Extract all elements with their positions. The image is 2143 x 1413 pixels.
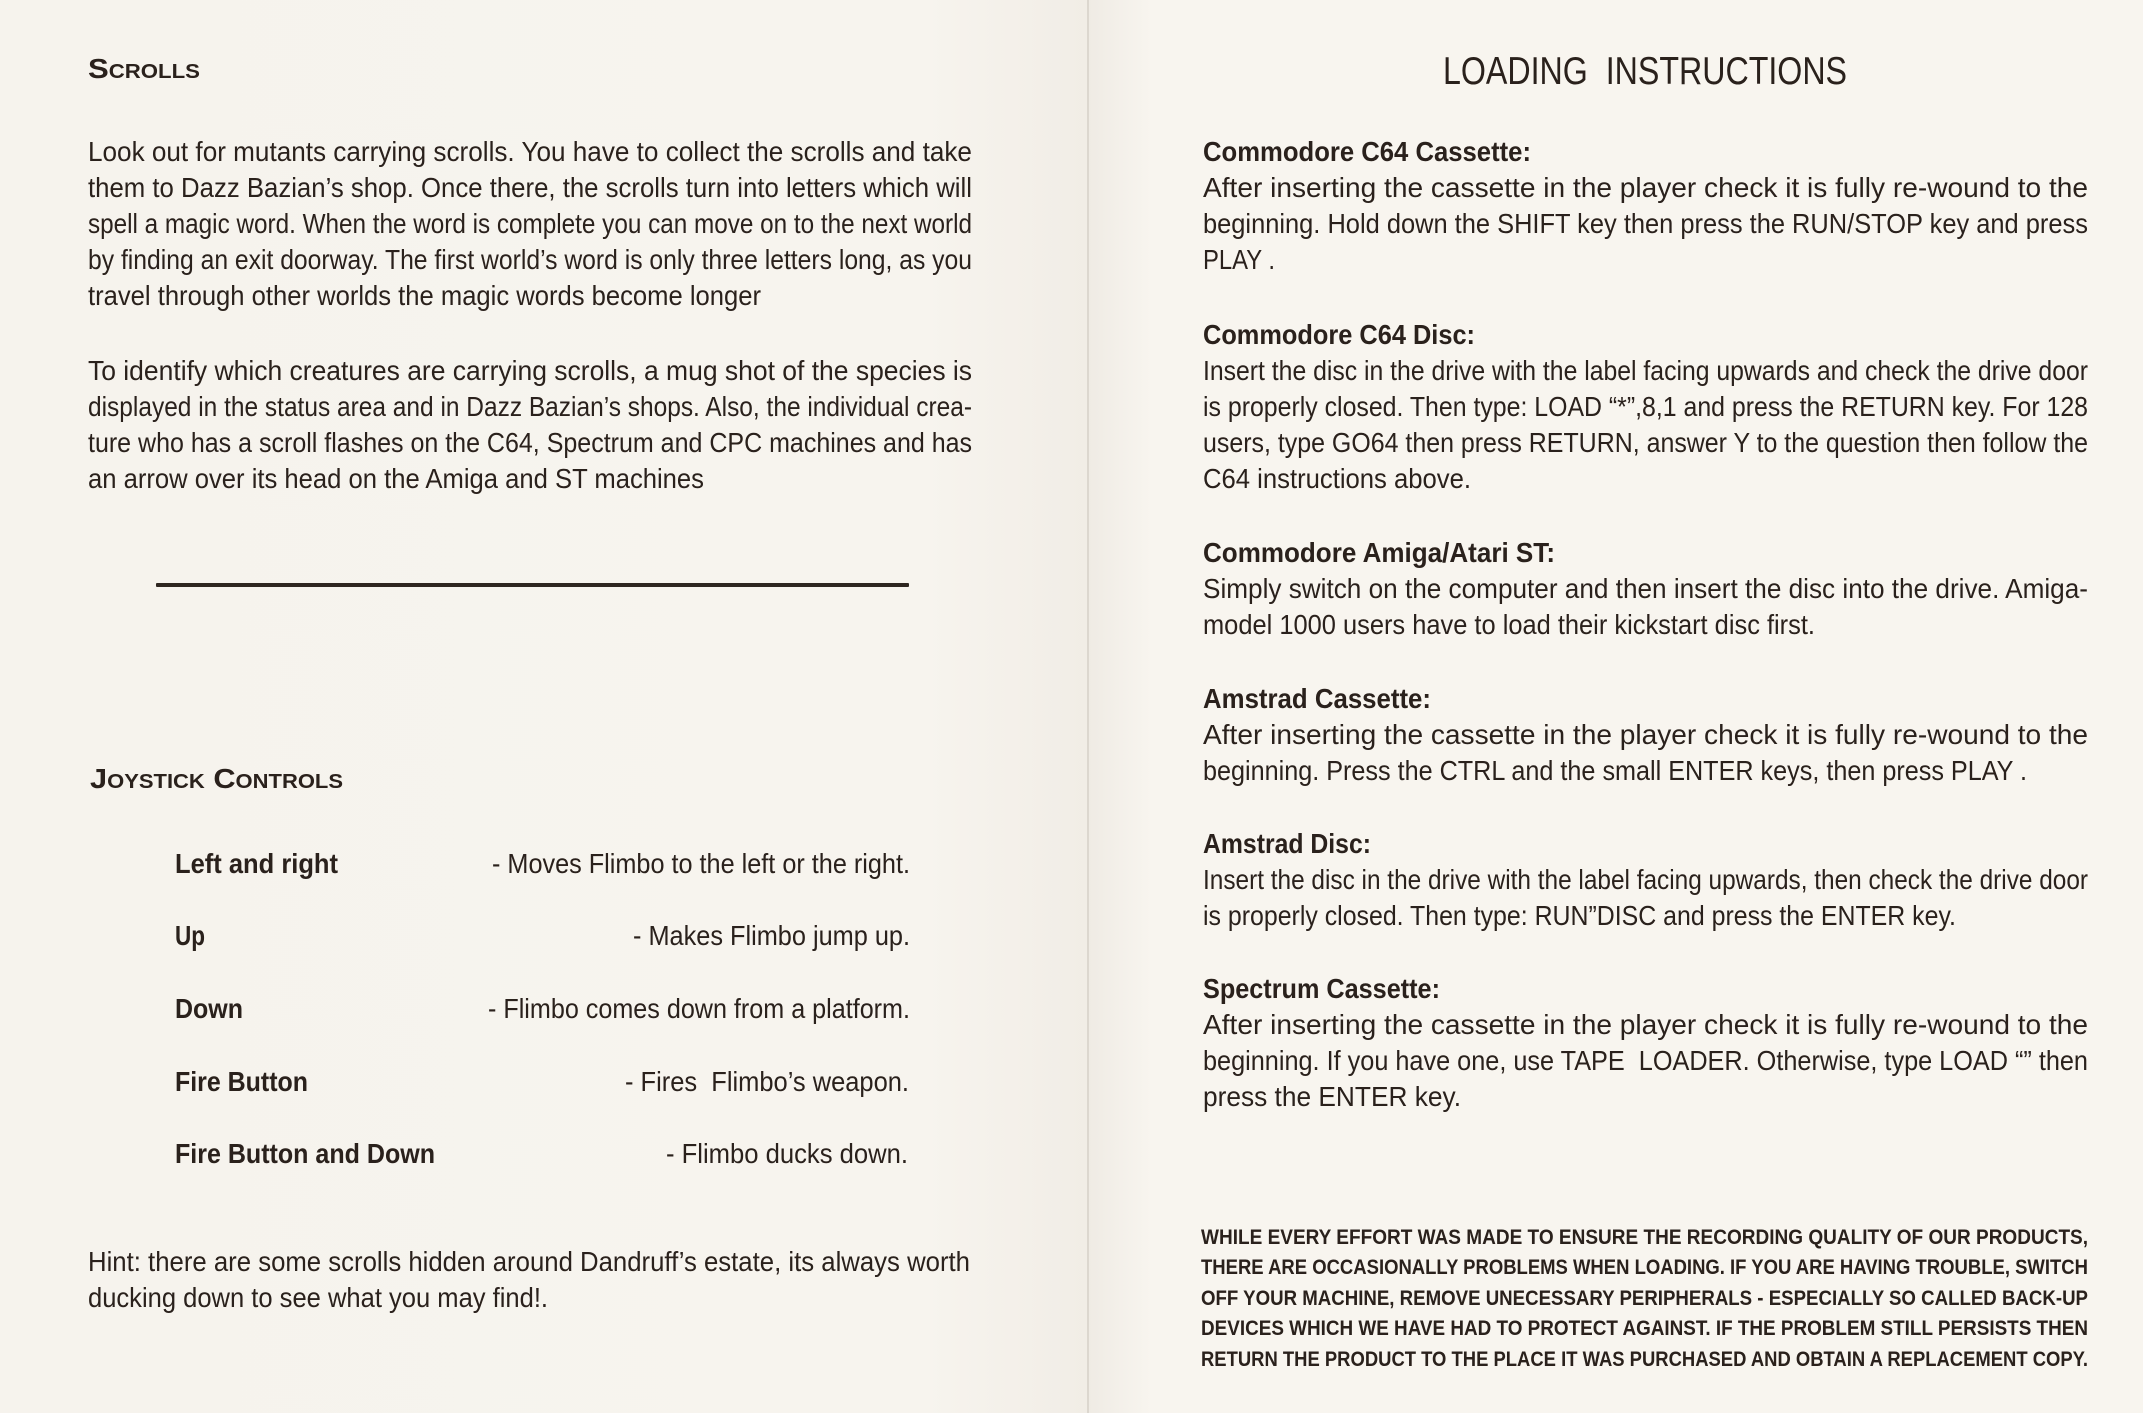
control-input-label: Down <box>175 993 244 1024</box>
disclaimer-line: DEVICES WHICH WE HAVE HAD TO PROTECT AGAINST. IF THE PROBLEM STILL PERSISTS THEN <box>1201 1317 2088 1340</box>
joystick-controls-heading: Joystick Controls <box>90 763 343 794</box>
scrolls-para1-line: by finding an exit doorway. The first world’s word is only three letters long, as you <box>88 244 973 275</box>
book-spine <box>1087 0 1089 1413</box>
section-heading-c64-disc: Commodore C64 Disc: <box>1203 319 1476 350</box>
section-line: Insert the disc in the drive with the label facing upwards and check the drive door <box>1203 355 2088 386</box>
section-line: After inserting the cassette in the player check it is fully re-wound to the <box>1203 172 2088 203</box>
section-line: beginning. Press the CTRL and the small ENTER keys, then press PLAY . <box>1203 755 2027 786</box>
section-heading-c64-cassette: Commodore C64 Cassette: <box>1203 136 1531 167</box>
disclaimer-line: WHILE EVERY EFFORT WAS MADE TO ENSURE THE RECORDING QUALITY OF OUR PRODUCTS, <box>1201 1226 2089 1249</box>
hint-line: Hint: there are some scrolls hidden around Dandruff’s estate, its always worth <box>88 1246 970 1277</box>
section-heading-amiga-atari: Commodore Amiga/Atari ST: <box>1203 537 1555 568</box>
disclaimer-line: THERE ARE OCCASIONALLY PROBLEMS WHEN LOADING. IF YOU ARE HAVING TROUBLE, SWITCH <box>1201 1256 2088 1279</box>
scrolls-para1-line: travel through other worlds the magic words become longer <box>88 280 761 311</box>
section-line: Simply switch on the computer and then insert the disc into the drive. Amiga- <box>1203 573 2088 604</box>
control-input-label: Up <box>175 920 206 951</box>
control-action-text: - Flimbo ducks down. <box>666 1138 909 1169</box>
section-line: beginning. If you have one, use TAPE LOADER. Otherwise, type LOAD “” then <box>1203 1045 2088 1076</box>
scrolls-para1-line: Look out for mutants carrying scrolls. You have to collect the scrolls and take <box>88 136 972 167</box>
section-heading-amstrad-disc: Amstrad Disc: <box>1203 828 1371 859</box>
control-input-label: Fire Button <box>175 1066 308 1097</box>
section-line: After inserting the cassette in the player check it is fully re-wound to the <box>1203 719 2088 750</box>
section-line: PLAY . <box>1203 244 1276 275</box>
scrolls-para1-line: them to Dazz Bazian’s shop. Once there, the scrolls turn into letters which will <box>88 172 972 203</box>
section-line: Insert the disc in the drive with the label facing upwards, then check the drive door <box>1203 864 2089 895</box>
scrolls-para2-line: an arrow over its head on the Amiga and ST machines <box>88 463 704 494</box>
control-action-text: - Moves Flimbo to the left or the right. <box>492 848 910 879</box>
hint-line: ducking down to see what you may find!. <box>88 1282 549 1313</box>
disclaimer-line: OFF YOUR MACHINE, REMOVE UNECESSARY PERIPHERALS - ESPECIALLY SO CALLED BACK-UP <box>1201 1287 2088 1310</box>
section-line: is properly closed. Then type: RUN”DISC and press the ENTER key. <box>1203 900 1956 931</box>
scrolls-para2-line: displayed in the status area and in Dazz Bazian’s shops. Also, the individual crea- <box>88 391 972 422</box>
scrolls-para2-line: ture who has a scroll flashes on the C64, Spectrum and CPC machines and has <box>88 427 973 458</box>
control-action-text: - Flimbo comes down from a platform. <box>488 993 910 1024</box>
control-input-label: Left and right <box>175 848 339 879</box>
scrolls-para1-line: spell a magic word. When the word is complete you can move on to the next world <box>88 208 973 239</box>
section-heading-spectrum-cassette: Spectrum Cassette: <box>1203 973 1441 1004</box>
loading-instructions-title: LOADING INSTRUCTIONS <box>1443 50 1848 93</box>
section-line: users, type GO64 then press RETURN, answer Y to the question then follow the <box>1203 427 2088 458</box>
scrolls-heading: Scrolls <box>88 53 200 84</box>
section-line: model 1000 users have to load their kickstart disc first. <box>1203 609 1815 640</box>
control-action-text: - Fires Flimbo’s weapon. <box>625 1066 910 1097</box>
section-line: is properly closed. Then type: LOAD “*”,8,1 and press the RETURN key. For 128 <box>1203 391 2089 422</box>
control-input-label: Fire Button and Down <box>175 1138 435 1169</box>
section-divider-rule <box>156 583 909 587</box>
section-line: C64 instructions above. <box>1203 463 1472 494</box>
scrolls-para2-line: To identify which creatures are carrying scrolls, a mug shot of the species is <box>88 355 973 386</box>
section-line: press the ENTER key. <box>1203 1081 1461 1112</box>
disclaimer-line: RETURN THE PRODUCT TO THE PLACE IT WAS PURCHASED AND OBTAIN A REPLACEMENT COPY. <box>1201 1348 2089 1371</box>
section-line: beginning. Hold down the SHIFT key then press the RUN/STOP key and press <box>1203 208 2088 239</box>
section-line: After inserting the cassette in the player check it is fully re-wound to the <box>1203 1009 2088 1040</box>
section-heading-amstrad-cassette: Amstrad Cassette: <box>1203 683 1431 714</box>
control-action-text: - Makes Flimbo jump up. <box>633 920 910 951</box>
